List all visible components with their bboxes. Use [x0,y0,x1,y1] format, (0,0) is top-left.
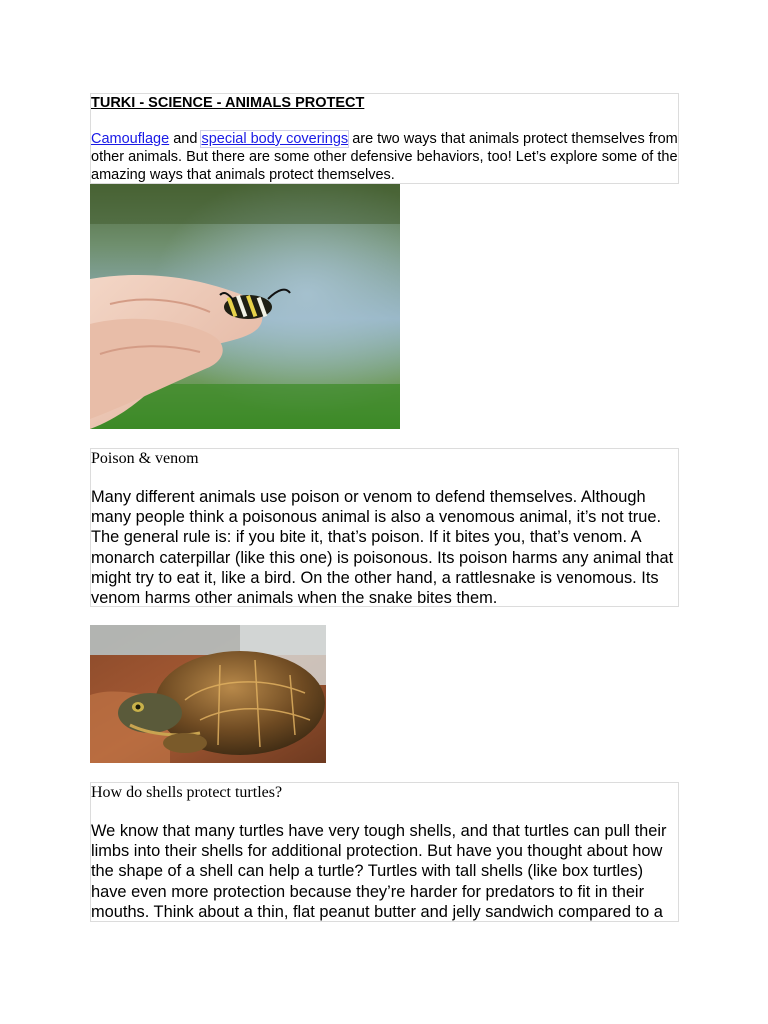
intro-text: are two ways that animals protect themselves from other animals. But there are some other defensive behaviors, too! Let’s explore some of the amazing ways that animals protect themselves. [91,131,678,183]
body-coverings-link[interactable]: special body coverings [201,131,349,147]
document-page [90,93,679,921]
intro-paragraph [91,130,678,184]
intro-block [90,93,679,184]
poison-venom-section [90,448,679,607]
turtle-photo [90,625,326,763]
camouflage-link[interactable]: Camouflage [91,131,170,147]
section-heading: Poison & venom [91,450,199,467]
section-body: We know that many turtles have very tough shells, and that turtles can pull their limbs into their shells for additional protection. But have you thought about how the shape of a shell can help a turtle? Turtles with tall shells (like box turtles) have even more protection because they’re harder for predators to fit in their mouths. Think about a thin, flat peanut butter and jelly sandwich compared to a [91,822,667,921]
section-body: Many different animals use poison or venom to defend themselves. Although many people think a poisonous animal is also a venomous animal, it’s not true. The general rule is: if you bite it, that’s poison. If it bites you, that’s venom. A monarch caterpillar (like this one) is poisonous. Its poison harms any animal that might try to eat it, like a bird. On the other hand, a rattlesnake is venomous. Its venom harms other animals when the snake bites them. [91,488,674,608]
intro-and: and [173,131,198,147]
section-heading: How do shells protect turtles? [91,784,283,801]
turtle-shells-section [90,782,679,922]
page-title: TURKI - SCIENCE - ANIMALS PROTECT [91,95,365,111]
caterpillar-photo [90,184,400,429]
